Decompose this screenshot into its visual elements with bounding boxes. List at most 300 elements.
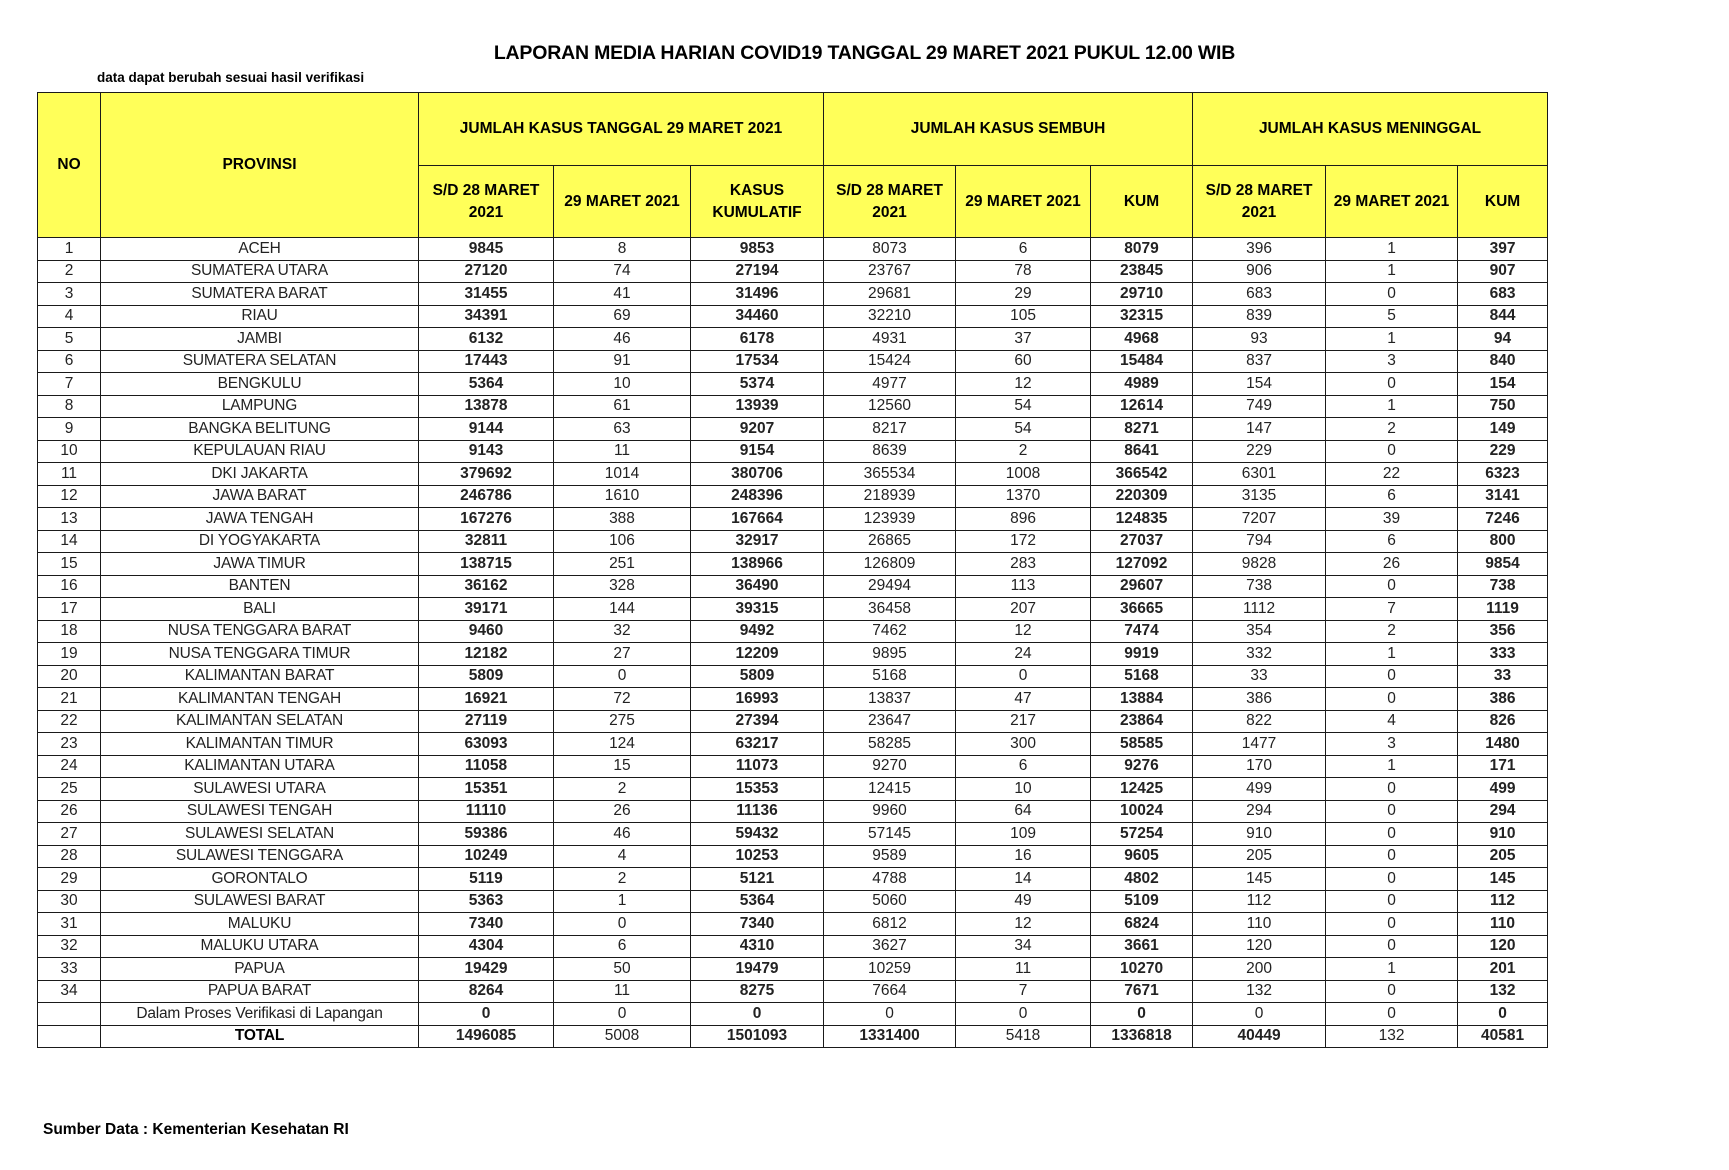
cell-sembuh-29: 217 (956, 710, 1091, 733)
cell-kasus-kumulatif: 36490 (691, 575, 824, 598)
cell-kasus-sd28: 5363 (419, 890, 554, 913)
cell-sembuh-kum: 124835 (1091, 508, 1193, 531)
cell-sembuh-sd28: 15424 (824, 350, 956, 373)
cell-kasus-29: 0 (554, 913, 691, 936)
cell-sembuh-kum: 23864 (1091, 710, 1193, 733)
cell-no: 24 (38, 755, 101, 778)
cell-kasus-kumulatif: 16993 (691, 688, 824, 711)
cell-meninggal-kum: 800 (1458, 530, 1548, 553)
cell-provinsi: JAWA TIMUR (101, 553, 419, 576)
cell-provinsi: BENGKULU (101, 373, 419, 396)
cell-provinsi: SULAWESI TENGAH (101, 800, 419, 823)
cell-meninggal-29: 22 (1326, 463, 1458, 486)
cell-kasus-sd28: 19429 (419, 958, 554, 981)
cell-sembuh-29: 11 (956, 958, 1091, 981)
cell-kasus-sd28: 32811 (419, 530, 554, 553)
cell-kasus-29: 63 (554, 418, 691, 441)
cell-kasus-sd28: 15351 (419, 778, 554, 801)
cell-sembuh-sd28: 29494 (824, 575, 956, 598)
cell-meninggal-29: 1 (1326, 260, 1458, 283)
table-row (38, 823, 1548, 846)
cell-sembuh-sd28: 9895 (824, 643, 956, 666)
cell-kasus-29: 5008 (554, 1025, 691, 1048)
cell-sembuh-kum: 8271 (1091, 418, 1193, 441)
cell-sembuh-sd28: 13837 (824, 688, 956, 711)
cell-kasus-kumulatif: 167664 (691, 508, 824, 531)
cell-meninggal-sd28: 170 (1193, 755, 1326, 778)
cell-no: 32 (38, 935, 101, 958)
cell-sembuh-29: 113 (956, 575, 1091, 598)
cell-meninggal-kum: 132 (1458, 980, 1548, 1003)
cell-sembuh-kum: 6824 (1091, 913, 1193, 936)
cell-kasus-29: 69 (554, 305, 691, 328)
cell-meninggal-sd28: 794 (1193, 530, 1326, 553)
cell-sembuh-sd28: 7664 (824, 980, 956, 1003)
cell-meninggal-kum: 294 (1458, 800, 1548, 823)
cell-sembuh-sd28: 123939 (824, 508, 956, 531)
cell-sembuh-sd28: 5168 (824, 665, 956, 688)
cell-kasus-kumulatif: 138966 (691, 553, 824, 576)
cell-kasus-kumulatif: 9492 (691, 620, 824, 643)
header-meninggal-kum: KUM (1458, 166, 1548, 238)
cell-sembuh-kum: 7474 (1091, 620, 1193, 643)
cell-kasus-kumulatif: 1501093 (691, 1025, 824, 1048)
cell-sembuh-29: 300 (956, 733, 1091, 756)
cell-sembuh-29: 54 (956, 418, 1091, 441)
cell-kasus-kumulatif: 17534 (691, 350, 824, 373)
cell-meninggal-29: 0 (1326, 845, 1458, 868)
cell-no: 27 (38, 823, 101, 846)
cell-meninggal-kum: 840 (1458, 350, 1548, 373)
cell-sembuh-sd28: 29681 (824, 283, 956, 306)
cell-sembuh-sd28: 57145 (824, 823, 956, 846)
cell-sembuh-29: 34 (956, 935, 1091, 958)
cell-provinsi: TOTAL (101, 1025, 419, 1048)
cell-sembuh-kum: 0 (1091, 1003, 1193, 1026)
cell-kasus-29: 91 (554, 350, 691, 373)
cell-kasus-29: 26 (554, 800, 691, 823)
cell-kasus-29: 41 (554, 283, 691, 306)
cell-sembuh-29: 78 (956, 260, 1091, 283)
cell-sembuh-29: 6 (956, 238, 1091, 261)
header-group-row (38, 93, 1548, 166)
cell-meninggal-29: 26 (1326, 553, 1458, 576)
cell-kasus-kumulatif: 5121 (691, 868, 824, 891)
cell-sembuh-kum: 36665 (1091, 598, 1193, 621)
cell-meninggal-sd28: 499 (1193, 778, 1326, 801)
cell-sembuh-29: 109 (956, 823, 1091, 846)
cell-kasus-29: 46 (554, 823, 691, 846)
table-row (38, 665, 1548, 688)
cell-no: 17 (38, 598, 101, 621)
cell-meninggal-sd28: 200 (1193, 958, 1326, 981)
cell-no: 15 (38, 553, 101, 576)
header-sembuh-kum: KUM (1091, 166, 1193, 238)
cell-sembuh-sd28: 218939 (824, 485, 956, 508)
cell-meninggal-29: 0 (1326, 283, 1458, 306)
cell-provinsi: SULAWESI TENGGARA (101, 845, 419, 868)
cell-provinsi: KALIMANTAN TIMUR (101, 733, 419, 756)
cell-meninggal-29: 6 (1326, 530, 1458, 553)
cell-meninggal-kum: 7246 (1458, 508, 1548, 531)
header-meninggal-sd28: S/D 28 MARET 2021 (1193, 166, 1326, 238)
cell-provinsi: MALUKU UTARA (101, 935, 419, 958)
cell-sembuh-kum: 1336818 (1091, 1025, 1193, 1048)
cell-kasus-kumulatif: 5809 (691, 665, 824, 688)
header-sembuh-29: 29 MARET 2021 (956, 166, 1091, 238)
cell-provinsi: PAPUA BARAT (101, 980, 419, 1003)
cell-sembuh-29: 207 (956, 598, 1091, 621)
cell-no: 34 (38, 980, 101, 1003)
cell-meninggal-29: 0 (1326, 800, 1458, 823)
cell-kasus-sd28: 379692 (419, 463, 554, 486)
cell-kasus-sd28: 16921 (419, 688, 554, 711)
cell-no: 25 (38, 778, 101, 801)
cell-sembuh-sd28: 8073 (824, 238, 956, 261)
cell-kasus-kumulatif: 32917 (691, 530, 824, 553)
cell-kasus-sd28: 9143 (419, 440, 554, 463)
cell-meninggal-29: 1 (1326, 755, 1458, 778)
cell-kasus-kumulatif: 0 (691, 1003, 824, 1026)
cell-sembuh-sd28: 12560 (824, 395, 956, 418)
cell-sembuh-29: 2 (956, 440, 1091, 463)
cell-kasus-29: 251 (554, 553, 691, 576)
cell-meninggal-kum: 40581 (1458, 1025, 1548, 1048)
cell-no: 6 (38, 350, 101, 373)
cell-provinsi: SUMATERA UTARA (101, 260, 419, 283)
cell-no: 19 (38, 643, 101, 666)
cell-kasus-kumulatif: 4310 (691, 935, 824, 958)
cell-sembuh-kum: 32315 (1091, 305, 1193, 328)
cell-meninggal-sd28: 112 (1193, 890, 1326, 913)
table-row (38, 620, 1548, 643)
header-meninggal-29: 29 MARET 2021 (1326, 166, 1458, 238)
cell-kasus-kumulatif: 6178 (691, 328, 824, 351)
cell-provinsi: ACEH (101, 238, 419, 261)
cell-provinsi: JAWA TENGAH (101, 508, 419, 531)
cell-meninggal-kum: 145 (1458, 868, 1548, 891)
cell-no: 29 (38, 868, 101, 891)
cell-sembuh-29: 14 (956, 868, 1091, 891)
cell-kasus-29: 6 (554, 935, 691, 958)
cell-kasus-sd28: 27119 (419, 710, 554, 733)
cell-kasus-sd28: 31455 (419, 283, 554, 306)
cell-sembuh-kum: 13884 (1091, 688, 1193, 711)
cell-kasus-29: 15 (554, 755, 691, 778)
table-row (38, 733, 1548, 756)
cell-provinsi: GORONTALO (101, 868, 419, 891)
data-source: Sumber Data : Kementerian Kesehatan RI (43, 1121, 349, 1138)
cell-meninggal-sd28: 0 (1193, 1003, 1326, 1026)
cell-no: 20 (38, 665, 101, 688)
cell-sembuh-29: 29 (956, 283, 1091, 306)
cell-meninggal-kum: 750 (1458, 395, 1548, 418)
table-row (38, 845, 1548, 868)
table-row (38, 350, 1548, 373)
cell-sembuh-29: 7 (956, 980, 1091, 1003)
cell-sembuh-sd28: 32210 (824, 305, 956, 328)
cell-kasus-29: 144 (554, 598, 691, 621)
cell-meninggal-29: 0 (1326, 823, 1458, 846)
cell-kasus-sd28: 6132 (419, 328, 554, 351)
table-row (38, 305, 1548, 328)
table-row (38, 868, 1548, 891)
cell-provinsi: NUSA TENGGARA TIMUR (101, 643, 419, 666)
cell-sembuh-kum: 10270 (1091, 958, 1193, 981)
cell-meninggal-sd28: 1477 (1193, 733, 1326, 756)
cell-kasus-sd28: 138715 (419, 553, 554, 576)
cell-sembuh-sd28: 0 (824, 1003, 956, 1026)
cell-meninggal-29: 1 (1326, 643, 1458, 666)
table-row (38, 373, 1548, 396)
cell-kasus-sd28: 59386 (419, 823, 554, 846)
cell-meninggal-kum: 910 (1458, 823, 1548, 846)
cell-meninggal-sd28: 205 (1193, 845, 1326, 868)
cell-meninggal-sd28: 294 (1193, 800, 1326, 823)
cell-kasus-29: 46 (554, 328, 691, 351)
cell-sembuh-29: 10 (956, 778, 1091, 801)
cell-meninggal-kum: 112 (1458, 890, 1548, 913)
cell-sembuh-sd28: 9589 (824, 845, 956, 868)
cell-kasus-sd28: 10249 (419, 845, 554, 868)
table-row (38, 1003, 1548, 1026)
cell-kasus-sd28: 9460 (419, 620, 554, 643)
cell-meninggal-29: 0 (1326, 575, 1458, 598)
cell-meninggal-29: 6 (1326, 485, 1458, 508)
cell-meninggal-kum: 120 (1458, 935, 1548, 958)
table-body (38, 238, 1548, 1048)
cell-meninggal-29: 4 (1326, 710, 1458, 733)
cell-no: 12 (38, 485, 101, 508)
table-row (38, 598, 1548, 621)
header-sembuh-sd28: S/D 28 MARET 2021 (824, 166, 956, 238)
cell-sembuh-29: 5418 (956, 1025, 1091, 1048)
cell-meninggal-kum: 6323 (1458, 463, 1548, 486)
table-row (38, 710, 1548, 733)
cell-sembuh-sd28: 8639 (824, 440, 956, 463)
cell-no: 5 (38, 328, 101, 351)
cell-meninggal-sd28: 910 (1193, 823, 1326, 846)
cell-provinsi: BALI (101, 598, 419, 621)
cell-sembuh-29: 6 (956, 755, 1091, 778)
cell-no: 13 (38, 508, 101, 531)
cell-meninggal-sd28: 154 (1193, 373, 1326, 396)
cell-kasus-kumulatif: 39315 (691, 598, 824, 621)
cell-provinsi: KEPULAUAN RIAU (101, 440, 419, 463)
header-kasus-29: 29 MARET 2021 (554, 166, 691, 238)
cell-sembuh-sd28: 58285 (824, 733, 956, 756)
cell-no: 26 (38, 800, 101, 823)
cell-sembuh-sd28: 12415 (824, 778, 956, 801)
cell-sembuh-sd28: 6812 (824, 913, 956, 936)
table-row (38, 800, 1548, 823)
cell-sembuh-kum: 4989 (1091, 373, 1193, 396)
cell-meninggal-sd28: 332 (1193, 643, 1326, 666)
cell-kasus-29: 11 (554, 980, 691, 1003)
cell-sembuh-kum: 5168 (1091, 665, 1193, 688)
cell-sembuh-sd28: 10259 (824, 958, 956, 981)
table-row (38, 328, 1548, 351)
cell-sembuh-kum: 3661 (1091, 935, 1193, 958)
cell-kasus-kumulatif: 27194 (691, 260, 824, 283)
cell-meninggal-29: 1 (1326, 238, 1458, 261)
cell-meninggal-29: 132 (1326, 1025, 1458, 1048)
cell-kasus-29: 10 (554, 373, 691, 396)
cell-sembuh-kum: 58585 (1091, 733, 1193, 756)
cell-meninggal-kum: 683 (1458, 283, 1548, 306)
cell-sembuh-kum: 9276 (1091, 755, 1193, 778)
cell-meninggal-sd28: 40449 (1193, 1025, 1326, 1048)
cell-sembuh-kum: 10024 (1091, 800, 1193, 823)
cell-kasus-29: 72 (554, 688, 691, 711)
cell-meninggal-29: 1 (1326, 328, 1458, 351)
cell-meninggal-sd28: 147 (1193, 418, 1326, 441)
cell-kasus-sd28: 5119 (419, 868, 554, 891)
cell-no (38, 1003, 101, 1026)
cell-meninggal-kum: 397 (1458, 238, 1548, 261)
cell-sembuh-kum: 8641 (1091, 440, 1193, 463)
cell-meninggal-29: 5 (1326, 305, 1458, 328)
cell-no: 9 (38, 418, 101, 441)
cell-sembuh-sd28: 9270 (824, 755, 956, 778)
cell-sembuh-kum: 12425 (1091, 778, 1193, 801)
table-row (38, 553, 1548, 576)
cell-provinsi: DI YOGYAKARTA (101, 530, 419, 553)
cell-kasus-kumulatif: 11073 (691, 755, 824, 778)
cell-kasus-sd28: 7340 (419, 913, 554, 936)
cell-kasus-kumulatif: 9154 (691, 440, 824, 463)
cell-sembuh-sd28: 8217 (824, 418, 956, 441)
cell-meninggal-29: 0 (1326, 980, 1458, 1003)
cell-meninggal-29: 0 (1326, 890, 1458, 913)
cell-sembuh-kum: 29607 (1091, 575, 1193, 598)
cell-no: 23 (38, 733, 101, 756)
cell-meninggal-kum: 844 (1458, 305, 1548, 328)
cell-meninggal-sd28: 354 (1193, 620, 1326, 643)
cell-meninggal-29: 0 (1326, 665, 1458, 688)
cell-kasus-29: 4 (554, 845, 691, 868)
cell-kasus-29: 275 (554, 710, 691, 733)
table-row (38, 485, 1548, 508)
table-row (38, 935, 1548, 958)
cell-kasus-sd28: 1496085 (419, 1025, 554, 1048)
cell-sembuh-kum: 9605 (1091, 845, 1193, 868)
cell-kasus-kumulatif: 19479 (691, 958, 824, 981)
header-provinsi: PROVINSI (101, 93, 419, 238)
cell-meninggal-sd28: 9828 (1193, 553, 1326, 576)
cell-sembuh-sd28: 365534 (824, 463, 956, 486)
cell-kasus-29: 32 (554, 620, 691, 643)
verification-note: data dapat berubah sesuai hasil verifikasi (97, 70, 365, 85)
cell-kasus-kumulatif: 248396 (691, 485, 824, 508)
cell-kasus-29: 2 (554, 778, 691, 801)
cell-meninggal-29: 0 (1326, 935, 1458, 958)
cell-meninggal-29: 3 (1326, 733, 1458, 756)
cell-sembuh-29: 105 (956, 305, 1091, 328)
cell-kasus-kumulatif: 27394 (691, 710, 824, 733)
cell-sembuh-29: 1008 (956, 463, 1091, 486)
cell-meninggal-kum: 907 (1458, 260, 1548, 283)
cell-kasus-29: 61 (554, 395, 691, 418)
cell-sembuh-sd28: 23647 (824, 710, 956, 733)
cell-provinsi: KALIMANTAN UTARA (101, 755, 419, 778)
cell-meninggal-29: 39 (1326, 508, 1458, 531)
cell-meninggal-29: 1 (1326, 395, 1458, 418)
cell-kasus-29: 0 (554, 1003, 691, 1026)
total-row (38, 1025, 1548, 1048)
header-group-kasus: JUMLAH KASUS TANGGAL 29 MARET 2021 (419, 93, 824, 166)
cell-kasus-sd28: 0 (419, 1003, 554, 1026)
cell-sembuh-kum: 9919 (1091, 643, 1193, 666)
cell-kasus-sd28: 8264 (419, 980, 554, 1003)
cell-meninggal-sd28: 110 (1193, 913, 1326, 936)
cell-sembuh-29: 0 (956, 1003, 1091, 1026)
cell-no: 1 (38, 238, 101, 261)
cell-provinsi: SULAWESI UTARA (101, 778, 419, 801)
cell-kasus-sd28: 36162 (419, 575, 554, 598)
cell-meninggal-sd28: 839 (1193, 305, 1326, 328)
cell-sembuh-29: 12 (956, 913, 1091, 936)
header-kasus-kumulatif: KASUS KUMULATIF (691, 166, 824, 238)
cell-meninggal-29: 0 (1326, 778, 1458, 801)
cell-kasus-sd28: 12182 (419, 643, 554, 666)
cell-kasus-kumulatif: 9207 (691, 418, 824, 441)
cell-sembuh-kum: 23845 (1091, 260, 1193, 283)
cell-kasus-kumulatif: 63217 (691, 733, 824, 756)
cell-meninggal-kum: 826 (1458, 710, 1548, 733)
cell-kasus-kumulatif: 5374 (691, 373, 824, 396)
cell-meninggal-sd28: 93 (1193, 328, 1326, 351)
cell-sembuh-sd28: 26865 (824, 530, 956, 553)
cell-no: 22 (38, 710, 101, 733)
cell-kasus-kumulatif: 31496 (691, 283, 824, 306)
table-row (38, 778, 1548, 801)
cell-sembuh-kum: 29710 (1091, 283, 1193, 306)
cell-kasus-kumulatif: 12209 (691, 643, 824, 666)
cell-sembuh-sd28: 4977 (824, 373, 956, 396)
cell-no: 11 (38, 463, 101, 486)
cell-no: 4 (38, 305, 101, 328)
cell-meninggal-sd28: 906 (1193, 260, 1326, 283)
cell-sembuh-kum: 366542 (1091, 463, 1193, 486)
cell-sembuh-sd28: 7462 (824, 620, 956, 643)
cell-meninggal-kum: 1119 (1458, 598, 1548, 621)
cell-meninggal-sd28: 738 (1193, 575, 1326, 598)
cell-sembuh-kum: 4802 (1091, 868, 1193, 891)
table-row (38, 508, 1548, 531)
cell-provinsi: JAMBI (101, 328, 419, 351)
cell-no: 14 (38, 530, 101, 553)
cell-meninggal-sd28: 229 (1193, 440, 1326, 463)
cell-no (38, 1025, 101, 1048)
cell-kasus-sd28: 34391 (419, 305, 554, 328)
cell-kasus-29: 8 (554, 238, 691, 261)
cell-sembuh-29: 896 (956, 508, 1091, 531)
table-row (38, 238, 1548, 261)
table-row (38, 283, 1548, 306)
cell-sembuh-kum: 57254 (1091, 823, 1193, 846)
cell-sembuh-29: 49 (956, 890, 1091, 913)
cell-meninggal-29: 2 (1326, 620, 1458, 643)
table-row (38, 260, 1548, 283)
table-row (38, 755, 1548, 778)
table-row (38, 890, 1548, 913)
cell-kasus-kumulatif: 11136 (691, 800, 824, 823)
cell-kasus-sd28: 5364 (419, 373, 554, 396)
cell-sembuh-sd28: 4931 (824, 328, 956, 351)
cell-sembuh-29: 16 (956, 845, 1091, 868)
cell-kasus-kumulatif: 15353 (691, 778, 824, 801)
